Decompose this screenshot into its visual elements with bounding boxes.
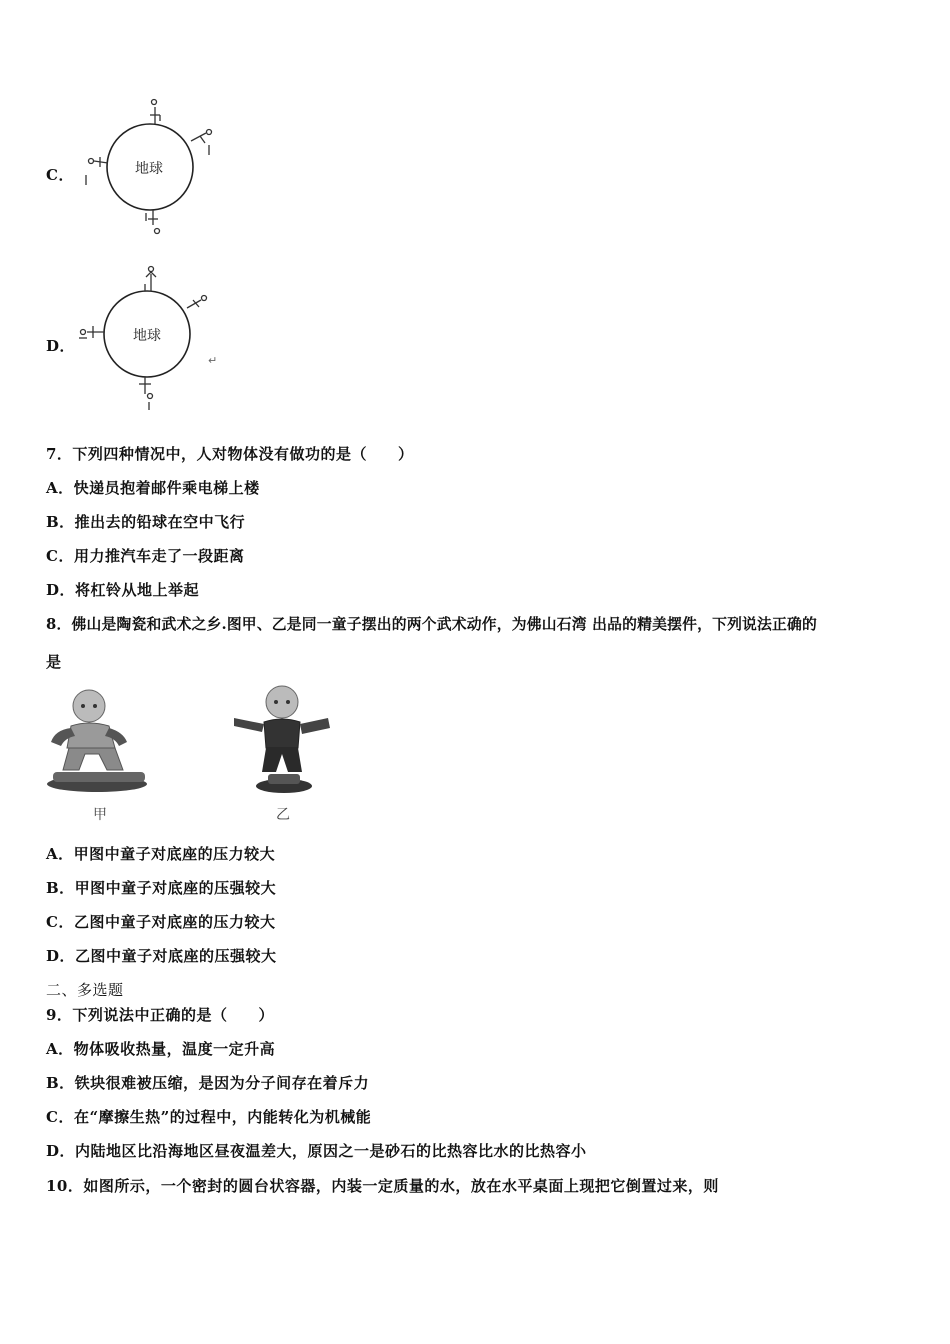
q9-option-c: C．在“摩擦生热”的过程中，内能转化为机械能: [46, 1108, 372, 1126]
q7-option-b: B．推出去的铅球在空中飞行: [46, 513, 246, 531]
q8-stem-line1: 8．佛山是陶瓷和武术之乡.图甲、乙是同一童子摆出的两个武术动作，为佛山石湾 出品的精美摆件，下列说法正确的: [46, 616, 818, 633]
q7-option-a: A．快递员抱着邮件乘电梯上楼: [46, 479, 260, 497]
q7-stem: 7．下列四种情况中，人对物体没有做功的是（ ）: [46, 445, 414, 463]
option-d-letter: D．: [46, 337, 76, 355]
figure-label-yi: 乙: [276, 807, 290, 823]
q8-option-d: D．乙图中童子对底座的压强较大: [46, 947, 277, 965]
option-c-letter: C．: [46, 166, 74, 184]
q10-stem: 10．如图所示，一个密封的圆台状容器，内装一定质量的水，放在水平桌面上现把它倒置过来，则: [46, 1177, 719, 1195]
q7-option-d: D．将杠铃从地上举起: [46, 581, 200, 599]
earth-label-c: 地球: [135, 161, 163, 177]
section-title-multi-choice: 二、多选题: [46, 981, 124, 999]
q9-option-a: A．物体吸收热量，温度一定升高: [46, 1040, 276, 1058]
q8-option-c: C．乙图中童子对底座的压力较大: [46, 913, 276, 931]
q9-option-b: B．铁块很难被压缩，是因为分子间存在着斥力: [46, 1074, 370, 1092]
earth-label-d: 地球: [133, 328, 161, 344]
q8-option-b: B．甲图中童子对底座的压强较大: [46, 879, 277, 897]
q8-stem-line2: 是: [46, 653, 62, 671]
q9-stem: 9．下列说法中正确的是（ ）: [46, 1006, 274, 1024]
figurine-yi: [228, 682, 338, 797]
figure-label-jia: 甲: [93, 807, 107, 823]
q9-option-d: D．内陆地区比沿海地区昼夜温差大，原因之一是砂石的比热容比水的比热容小: [46, 1142, 587, 1160]
return-mark: ↵: [208, 354, 218, 367]
q7-option-c: C．用力推汽车走了一段距离: [46, 547, 245, 565]
q8-option-a: A．甲图中童子对底座的压力较大: [46, 845, 276, 863]
figurine-jia: [45, 686, 155, 796]
